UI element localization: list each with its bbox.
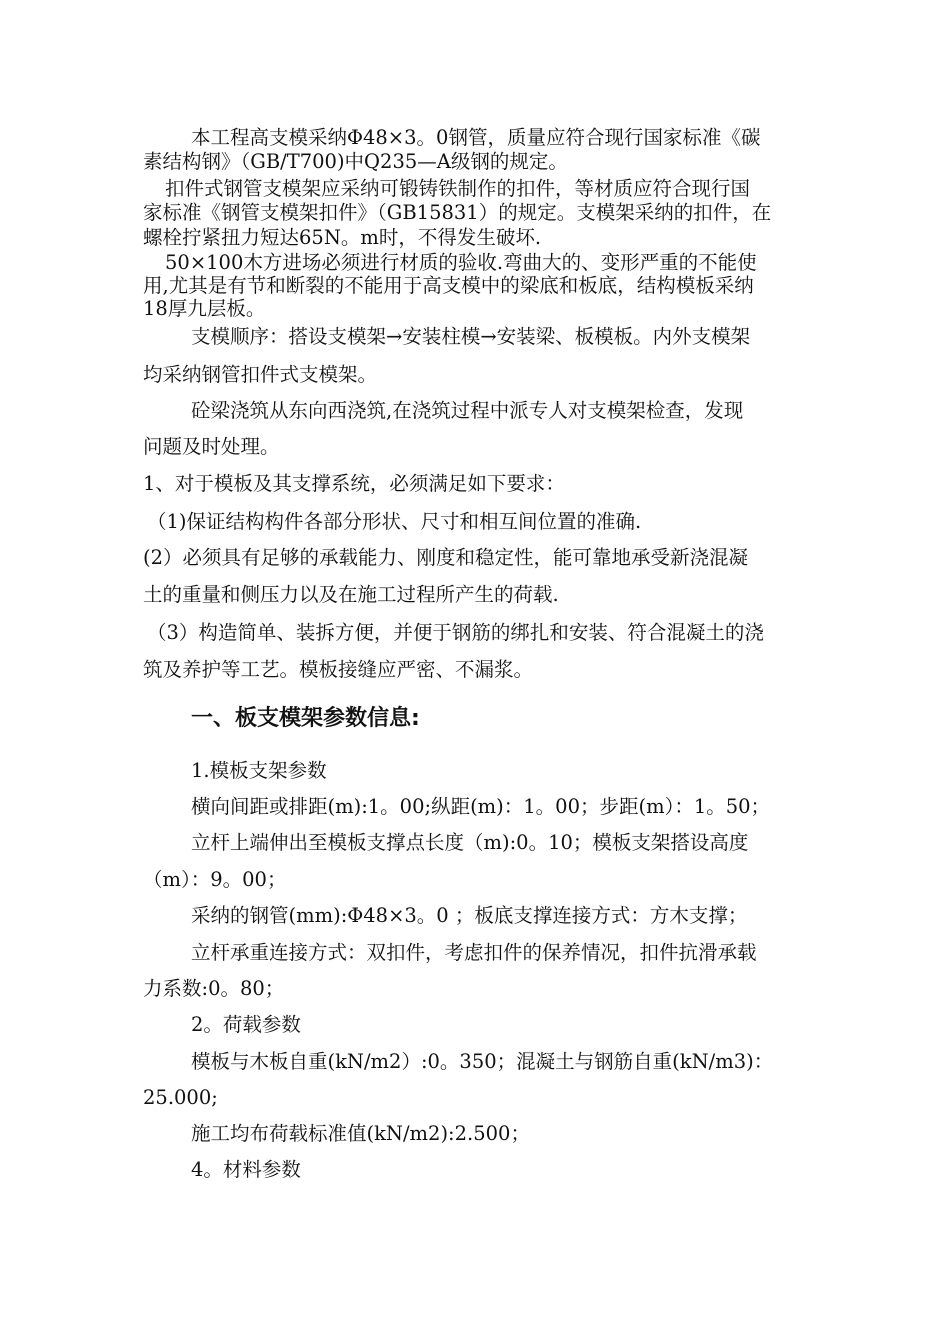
text-line: 砼梁浇筑从东向西浇筑,在浇筑过程中派专人对支模架检查，发现: [191, 399, 744, 422]
requirement-item: （3）构造简单、装拆方便，并便于钢筋的绑扎和安装、符合混凝土的浇: [147, 621, 764, 644]
text-line: 扣件式钢管支模架应采纳可锻铸铁制作的扣件，等材质应符合现行国: [165, 177, 751, 200]
subsection-title: 1.模板支架参数: [191, 759, 327, 782]
text-line: 50×100木方进场必须进行材质的验收.弯曲大的、变形严重的不能使: [165, 251, 757, 274]
subsection-title: 2。荷载参数: [191, 1013, 301, 1036]
section-heading: 一、板支模架参数信息:: [191, 706, 420, 731]
text-line: 螺栓拧紧扭力短达65N。m时，不得发生破坏.: [143, 226, 542, 249]
text-line: 素结构钢》（GB/T700)中Q235—A级钢的规定。: [143, 150, 568, 173]
param-line: 横向间距或排距(m):1。00;纵距(m)：1。00；步距(m）：1。50；: [191, 795, 771, 818]
param-line: 立杆上端伸出至模板支撑点长度（m):0。10；模板支架搭设高度: [191, 831, 749, 854]
requirement-item: 筑及养护等工艺。模板接缝应严密、不漏浆。: [143, 658, 534, 681]
param-line: 力系数:0。80；: [143, 977, 285, 1000]
param-line: 采纳的钢管(mm):Φ48×3。0 ；板底支撑连接方式：方木支撑；: [191, 904, 748, 927]
requirements-title: 1、对于模板及其支撑系统，必须满足如下要求：: [143, 472, 565, 495]
param-line: （m）：9。00；: [143, 868, 287, 891]
text-line: 支模顺序：搭设支模架→安装柱模→安装梁、板模板。内外支模架: [191, 325, 751, 348]
text-line: 问题及时处理。: [143, 435, 280, 458]
param-line: 施工均布荷载标准值(kN/m2):2.500；: [191, 1122, 530, 1145]
param-line: 25.000;: [143, 1086, 218, 1109]
requirement-item: （1)保证结构构件各部分形状、尺寸和相互间位置的准确.: [147, 510, 642, 533]
text-line: 用,尤其是有节和断裂的不能用于高支模中的梁底和板底，结构模板采纳: [143, 274, 754, 297]
param-line: 立杆承重连接方式：双扣件，考虑扣件的保养情况，扣件抗滑承载: [191, 941, 757, 964]
requirement-item: 土的重量和侧压力以及在施工过程所产生的荷载.: [143, 583, 559, 606]
requirement-item: (2）必须具有足够的承载能力、刚度和稳定性，能可靠地承受新浇混凝: [143, 546, 749, 569]
subsection-title: 4。材料参数: [191, 1158, 301, 1181]
text-line: 18厚九层板。: [143, 297, 266, 320]
text-line: 均采纳钢管扣件式支模架。: [143, 363, 378, 386]
text-line: 本工程高支模采纳Φ48×3。0钢管，质量应符合现行国家标准《碳: [191, 126, 761, 149]
text-line: 家标准《钢管支模架扣件》（GB15831）的规定。支模架采纳的扣件，在: [143, 201, 772, 224]
param-line: 模板与木板自重(kN/m2）:0。350；混凝土与钢筋自重(kN/m3)：: [191, 1050, 774, 1073]
